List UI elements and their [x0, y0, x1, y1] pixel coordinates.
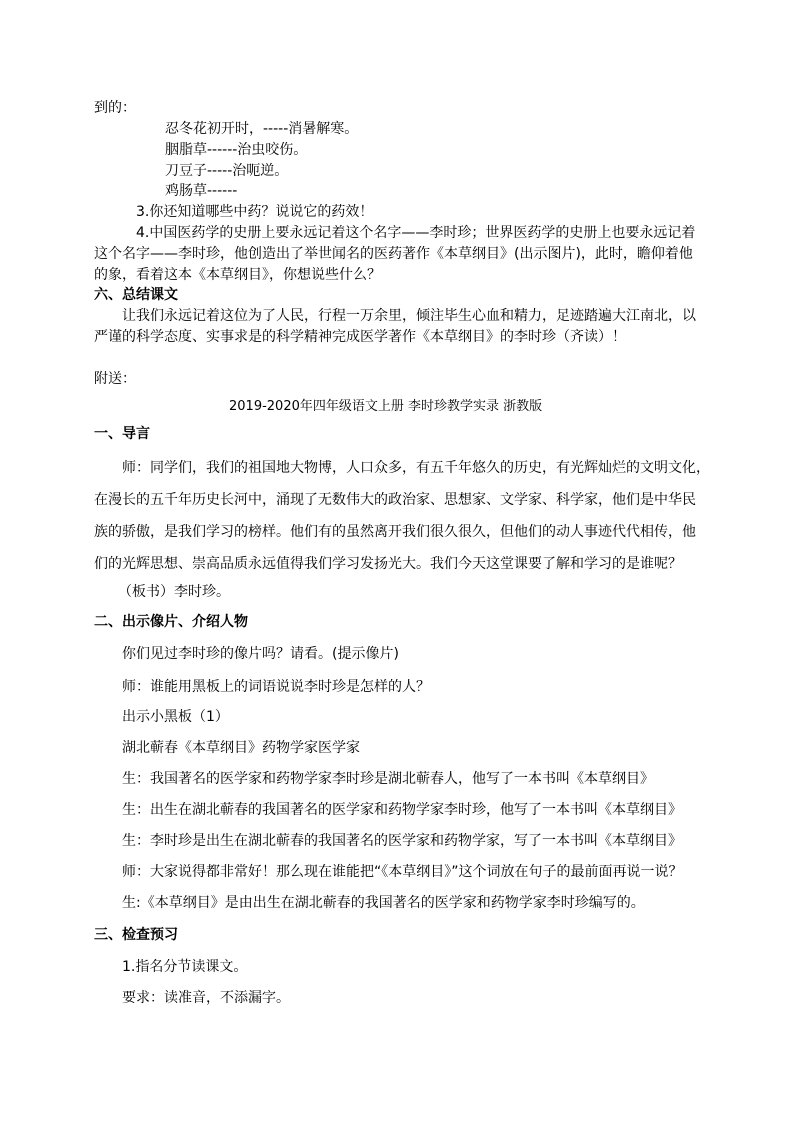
section-heading-2: 二、出示像片、介绍人物 [94, 614, 248, 630]
p2-line-6: 生：出生在湖北蕲春的我国著名的医学家和药物学家李时珍，他写了一本书叫《本草纲目》 [122, 802, 682, 818]
p2-line-7: 生：李时珍是出生在湖北蕲春的我国著名的医学家和药物学家，写了一本书叫《本草纲目》 [122, 833, 682, 849]
section-heading-6: 六、总结课文 [94, 287, 178, 303]
question-4-line-2: 这个名字——李时珍，他创造出了举世闻名的医药著作《本草纲目》(出示图片)，此时，瞻仰着他 [94, 246, 693, 262]
section-heading-3: 三、检查预习 [94, 927, 178, 943]
summary-line-2: 严谨的科学态度、实事求是的科学精神完成医学著作《本草纲目》的李时珍（齐读）！ [94, 329, 626, 345]
intro-line-2: 在漫长的五千年历史长河中，涌现了无数伟大的政治家、思想家、文学家、科学家，他们是中华民 [94, 492, 696, 508]
appendix-title: 2019-2020年四年级语文上册 李时珍教学实录 浙教版 [229, 399, 543, 414]
section-heading-1: 一、导言 [94, 426, 150, 442]
herb-line-4: 鸡肠草------ [165, 183, 238, 199]
board-text: （板书）李时珍。 [118, 584, 230, 600]
p2-line-8: 师：大家说得都非常好！那么现在谁能把“《本草纲目》”这个词放在句子的最前面再说一说？ [122, 864, 683, 880]
question-3: 3.你还知道哪些中药？说说它的药效！ [136, 204, 374, 220]
appendix-label: 附送： [94, 371, 136, 387]
p2-line-9: 生:《本草纲目》是由出生在湖北蕲春的我国著名的医学家和药物学家李时珍编写的。 [122, 895, 645, 911]
question-4-line-3: 的象，看着这本《本草纲目》，你想说些什么？ [94, 267, 381, 283]
herb-line-2: 胭脂草------治虫咬伤。 [165, 142, 308, 158]
intro-tail-text: 到的： [94, 100, 136, 116]
question-4-line-1: 4.中国医药学的史册上要永远记着这个名字——李时珍；世界医药学的史册上也要永远记着 [136, 225, 696, 241]
herb-line-1: 忍冬花初开时，-----消暑解寒。 [165, 121, 359, 137]
p2-line-1: 你们见过李时珍的像片吗？请看。(提示像片) [122, 646, 399, 662]
herb-line-3: 刀豆子-----治呃逆。 [165, 163, 289, 179]
intro-line-4: 们的光辉思想、崇高品质永远值得我们学习发扬光大。我们今天这堂课要了解和学习的是谁呢？ [94, 556, 682, 572]
p2-line-2: 师：谁能用黑板上的词语说说李时珍是怎样的人？ [122, 679, 430, 695]
p2-line-5: 生：我国著名的医学家和药物学家李时珍是湖北蕲春人，他写了一本书叫《本草纲目》 [122, 771, 654, 787]
intro-line-1: 师：同学们，我们的祖国地大物博，人口众多，有五千年悠久的历史，有光辉灿烂的文明文化， [122, 460, 710, 476]
p2-line-3: 出示小黑板（1） [122, 709, 229, 725]
p3-line-1: 1.指名分节读课文。 [122, 959, 248, 975]
intro-line-3: 族的骄傲，是我们学习的榜样。他们有的虽然离开我们很久很久，但他们的动人事迹代代相传，他 [94, 524, 696, 540]
p3-line-2: 要求：读准音，不添漏字。 [122, 990, 290, 1006]
p2-line-4: 湖北蕲春《本草纲目》药物学家医学家 [122, 740, 360, 756]
summary-line-1: 让我们永远记着这位为了人民，行程一万余里，倾注毕生心血和精力，足迹踏遍大江南北，以 [122, 308, 696, 324]
